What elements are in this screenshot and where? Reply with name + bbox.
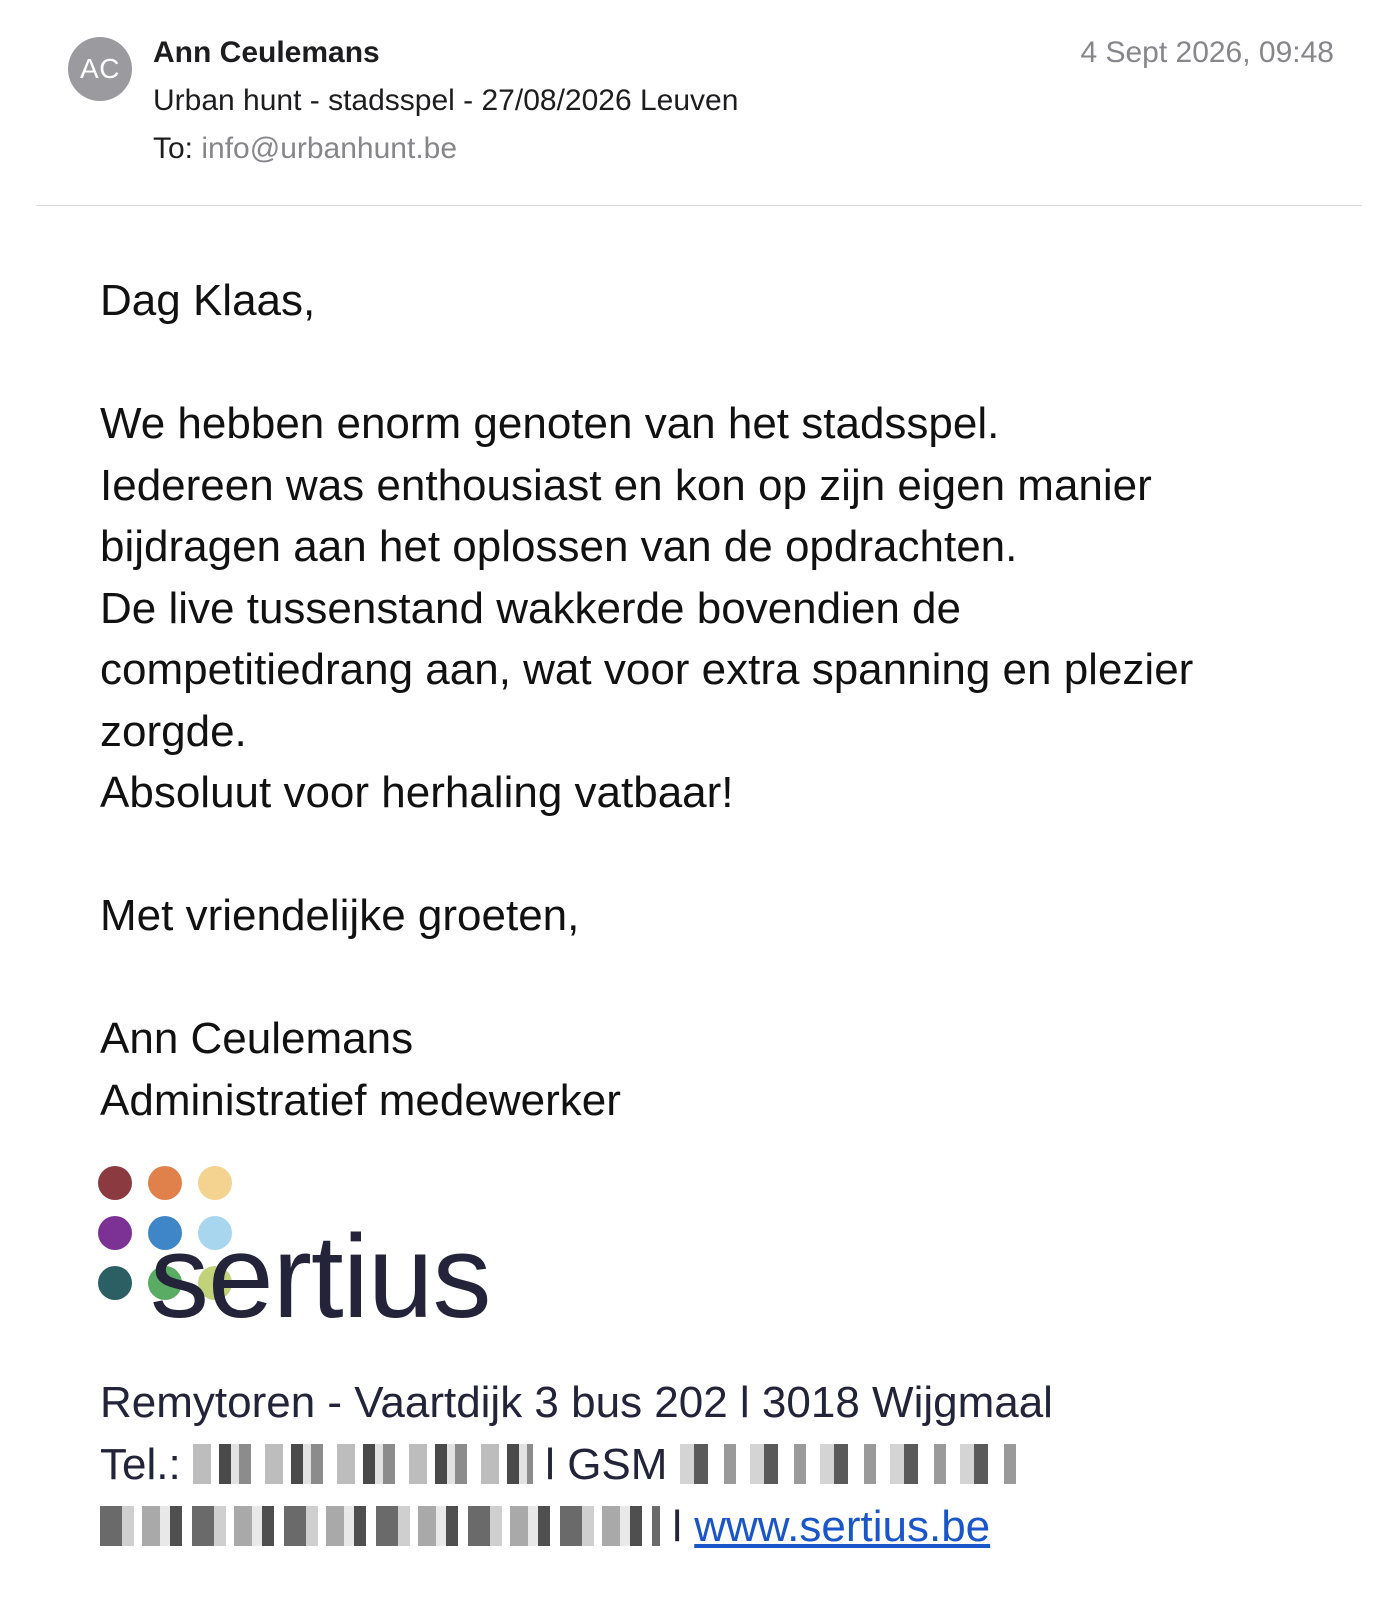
body-line: zorgde. [100,706,247,756]
body-line: Iedereen was enthousiast en kon op zijn eigen manier [100,460,1152,510]
greeting: Dag Klaas, [100,276,316,325]
signature-phone-row [100,1434,1340,1496]
header-divider [36,205,1362,206]
spacer [100,824,1340,886]
body-line: We hebben enorm genoten van het stadsspel. [100,399,1000,448]
email-body [100,270,1340,1131]
email-date: 4 Sept 2026, 09:48 [1080,36,1334,69]
email-subject: Urban hunt - stadsspel - 27/08/2026 Leuven [153,84,739,117]
recipient-row [153,132,457,166]
spacer [100,332,1340,394]
body-line: De live tussenstand wakkerde bovendien de [100,583,961,633]
sender-name[interactable]: Ann Ceulemans [153,36,380,69]
tel-label: Tel.: [100,1440,181,1489]
spacer [100,947,1340,1009]
logo-wordmark: sertius [150,1211,491,1343]
logo-dot [98,1216,132,1250]
separator: l [672,1502,683,1551]
website-link[interactable]: www.sertius.be [694,1502,991,1551]
to-label: To: [153,132,194,165]
email-header [0,0,1398,206]
separator: l [545,1440,555,1489]
logo-dot [98,1266,132,1300]
logo-dot [98,1166,132,1200]
closing: Met vriendelijke groeten, [100,891,580,940]
body-line: Absoluut voor herhaling vatbaar! [100,768,734,817]
redacted-mobile [680,1444,1020,1484]
gsm-label: GSM [567,1440,668,1489]
signature-address: Remytoren - Vaartdijk 3 bus 202 l 3018 Wijgmaal [100,1378,1053,1427]
sender-avatar[interactable]: AC [68,37,132,101]
signature-name: Ann Ceulemans [100,1014,414,1063]
body-line: bijdragen aan het oplossen van de opdrachten. [100,522,1018,571]
signature-web-row [100,1496,1340,1558]
redacted-email [100,1506,660,1546]
recipient-address[interactable]: info@urbanhunt.be [201,132,458,165]
body-line: competitiedrang aan, wat voor extra spanning en plezier [100,645,1194,694]
signature-role: Administratief medewerker [100,1075,621,1125]
logo-dot [148,1166,182,1200]
redacted-phone [193,1444,533,1484]
logo-dot [198,1166,232,1200]
